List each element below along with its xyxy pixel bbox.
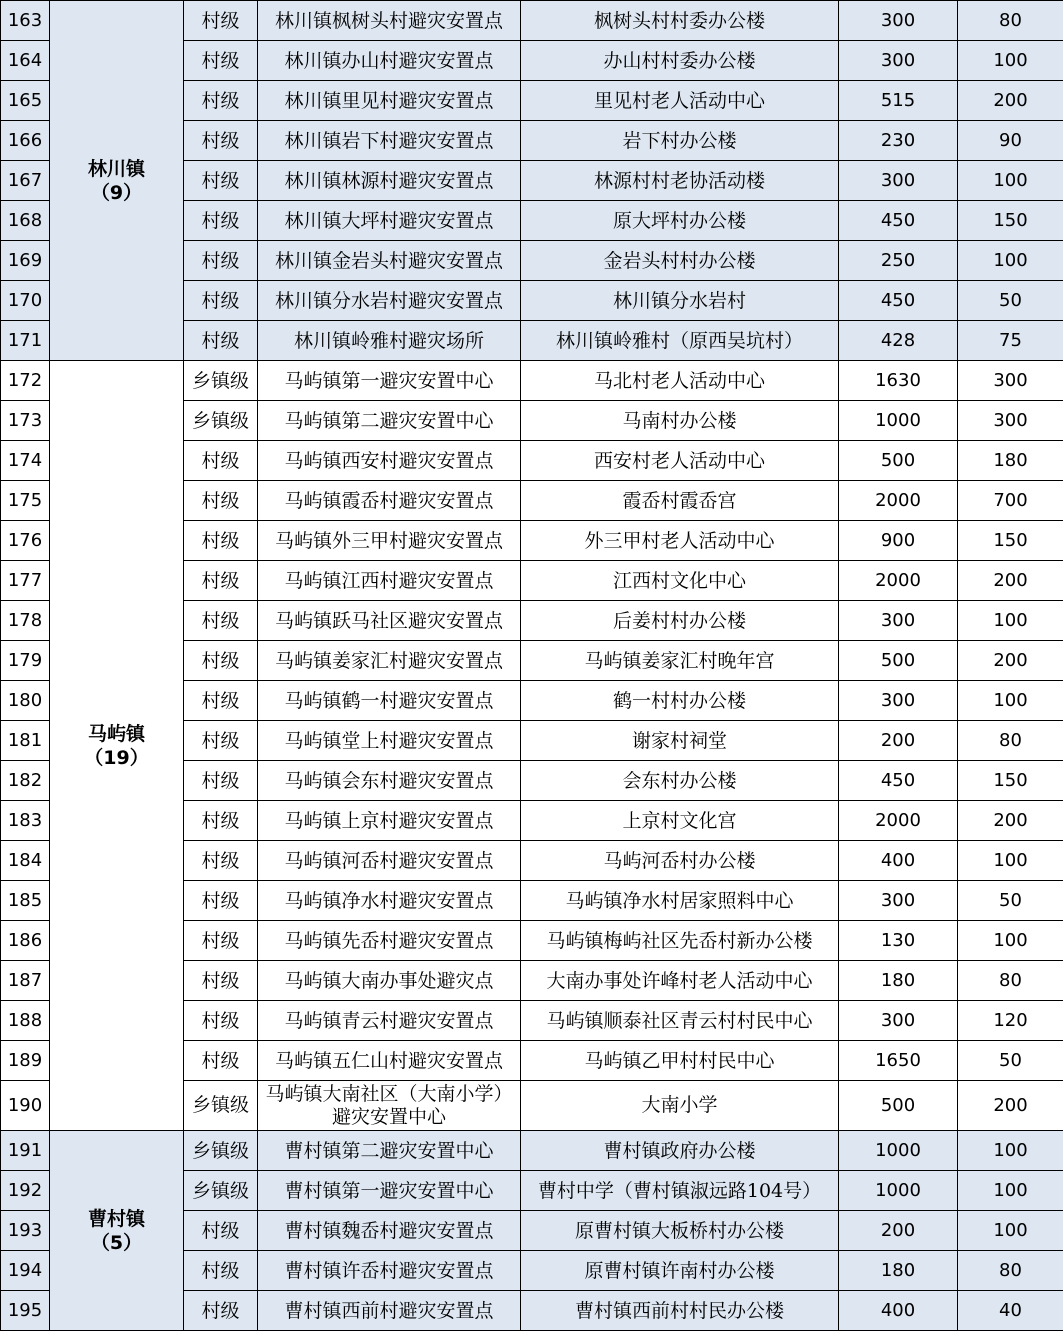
capacity-cell: 100 bbox=[958, 681, 1063, 721]
row-number-cell: 168 bbox=[1, 201, 50, 241]
row-number-cell: 186 bbox=[1, 921, 50, 961]
location-cell: 西安村老人活动中心 bbox=[521, 441, 839, 481]
location-cell: 江西村文化中心 bbox=[521, 561, 839, 601]
table-row bbox=[1, 361, 1063, 401]
capacity-cell: 200 bbox=[958, 641, 1063, 681]
level-cell: 村级 bbox=[184, 681, 258, 721]
capacity-cell: 40 bbox=[958, 1291, 1063, 1331]
row-number-cell: 176 bbox=[1, 521, 50, 561]
table-row bbox=[1, 1, 1063, 41]
row-number-cell: 164 bbox=[1, 41, 50, 81]
shelter-name-cell: 马屿镇河岙村避灾安置点 bbox=[258, 841, 521, 881]
town-cell bbox=[50, 1, 184, 361]
row-number-cell: 178 bbox=[1, 601, 50, 641]
shelter-name-cell: 林川镇岭雅村避灾场所 bbox=[258, 321, 521, 361]
level-cell: 村级 bbox=[184, 721, 258, 761]
row-number-cell: 172 bbox=[1, 361, 50, 401]
capacity-cell: 90 bbox=[958, 121, 1063, 161]
location-cell: 马屿镇乙甲村村民中心 bbox=[521, 1041, 839, 1081]
area-cell: 1650 bbox=[839, 1041, 958, 1081]
area-cell: 1000 bbox=[839, 401, 958, 441]
capacity-cell: 200 bbox=[958, 81, 1063, 121]
area-cell: 428 bbox=[839, 321, 958, 361]
area-cell: 250 bbox=[839, 241, 958, 281]
row-number-cell: 169 bbox=[1, 241, 50, 281]
area-cell: 515 bbox=[839, 81, 958, 121]
area-cell: 2000 bbox=[839, 561, 958, 601]
level-cell: 村级 bbox=[184, 921, 258, 961]
row-number-cell: 181 bbox=[1, 721, 50, 761]
town-count: （5） bbox=[90, 1231, 143, 1254]
row-number-cell: 188 bbox=[1, 1001, 50, 1041]
row-number-cell: 183 bbox=[1, 801, 50, 841]
capacity-cell: 200 bbox=[958, 801, 1063, 841]
shelter-name-cell: 马屿镇西安村避灾安置点 bbox=[258, 441, 521, 481]
shelter-name-cell: 马屿镇先岙村避灾安置点 bbox=[258, 921, 521, 961]
location-cell: 马屿镇净水村居家照料中心 bbox=[521, 881, 839, 921]
location-cell: 会东村办公楼 bbox=[521, 761, 839, 801]
area-cell: 450 bbox=[839, 281, 958, 321]
area-cell: 300 bbox=[839, 681, 958, 721]
row-number-cell: 180 bbox=[1, 681, 50, 721]
level-cell: 乡镇级 bbox=[184, 401, 258, 441]
capacity-cell: 100 bbox=[958, 241, 1063, 281]
town-cell bbox=[50, 361, 184, 1131]
location-cell: 鹤一村村办公楼 bbox=[521, 681, 839, 721]
level-cell: 村级 bbox=[184, 481, 258, 521]
level-cell: 村级 bbox=[184, 641, 258, 681]
level-cell: 村级 bbox=[184, 1211, 258, 1251]
town-name: 马屿镇 bbox=[87, 722, 145, 745]
row-number-cell: 185 bbox=[1, 881, 50, 921]
shelter-name-cell: 马屿镇跃马社区避灾安置点 bbox=[258, 601, 521, 641]
area-cell: 500 bbox=[839, 641, 958, 681]
level-cell: 村级 bbox=[184, 881, 258, 921]
area-cell: 1000 bbox=[839, 1171, 958, 1211]
capacity-cell: 80 bbox=[958, 1251, 1063, 1291]
capacity-cell: 150 bbox=[958, 521, 1063, 561]
level-cell: 村级 bbox=[184, 1291, 258, 1331]
location-cell: 曹村镇政府办公楼 bbox=[521, 1131, 839, 1171]
location-cell: 曹村中学（曹村镇淑远路104号） bbox=[521, 1171, 839, 1211]
location-cell: 林源村村老协活动楼 bbox=[521, 161, 839, 201]
level-cell: 村级 bbox=[184, 241, 258, 281]
shelter-name-cell: 马屿镇外三甲村避灾安置点 bbox=[258, 521, 521, 561]
location-cell: 马屿镇顺泰社区青云村村民中心 bbox=[521, 1001, 839, 1041]
shelter-name-cell: 曹村镇第二避灾安置中心 bbox=[258, 1131, 521, 1171]
capacity-cell: 75 bbox=[958, 321, 1063, 361]
shelter-name-cell: 马屿镇鹤一村避灾安置点 bbox=[258, 681, 521, 721]
shelter-name-cell: 林川镇岩下村避灾安置点 bbox=[258, 121, 521, 161]
location-cell: 马屿镇姜家汇村晚年宫 bbox=[521, 641, 839, 681]
level-cell: 乡镇级 bbox=[184, 1171, 258, 1211]
location-cell: 林川镇分水岩村 bbox=[521, 281, 839, 321]
town-name: 曹村镇 bbox=[87, 1207, 145, 1230]
area-cell: 230 bbox=[839, 121, 958, 161]
town-name: 林川镇 bbox=[87, 157, 145, 180]
capacity-cell: 100 bbox=[958, 1211, 1063, 1251]
table-row bbox=[1, 1131, 1063, 1171]
shelter-name-cell: 林川镇里见村避灾安置点 bbox=[258, 81, 521, 121]
shelter-name-cell: 马屿镇第二避灾安置中心 bbox=[258, 401, 521, 441]
row-number-cell: 170 bbox=[1, 281, 50, 321]
row-number-cell: 177 bbox=[1, 561, 50, 601]
area-cell: 300 bbox=[839, 41, 958, 81]
area-cell: 300 bbox=[839, 1001, 958, 1041]
shelter-name-cell: 林川镇林源村避灾安置点 bbox=[258, 161, 521, 201]
location-cell: 马北村老人活动中心 bbox=[521, 361, 839, 401]
capacity-cell: 100 bbox=[958, 841, 1063, 881]
capacity-cell: 50 bbox=[958, 281, 1063, 321]
location-cell: 曹村镇西前村村民办公楼 bbox=[521, 1291, 839, 1331]
town-cell bbox=[50, 1131, 184, 1331]
capacity-cell: 100 bbox=[958, 921, 1063, 961]
shelter-name-cell: 马屿镇堂上村避灾安置点 bbox=[258, 721, 521, 761]
area-cell: 200 bbox=[839, 1211, 958, 1251]
area-cell: 400 bbox=[839, 841, 958, 881]
location-cell: 枫树头村村委办公楼 bbox=[521, 1, 839, 41]
capacity-cell: 100 bbox=[958, 41, 1063, 81]
row-number-cell: 182 bbox=[1, 761, 50, 801]
level-cell: 乡镇级 bbox=[184, 1131, 258, 1171]
location-cell: 林川镇岭雅村（原西吴坑村） bbox=[521, 321, 839, 361]
location-cell: 大南小学 bbox=[521, 1081, 839, 1131]
shelter-name-cell: 曹村镇魏岙村避灾安置点 bbox=[258, 1211, 521, 1251]
level-cell: 村级 bbox=[184, 201, 258, 241]
capacity-cell: 100 bbox=[958, 601, 1063, 641]
location-cell: 金岩头村村办公楼 bbox=[521, 241, 839, 281]
area-cell: 300 bbox=[839, 601, 958, 641]
row-number-cell: 187 bbox=[1, 961, 50, 1001]
capacity-cell: 100 bbox=[958, 1171, 1063, 1211]
area-cell: 500 bbox=[839, 1081, 958, 1131]
level-cell: 村级 bbox=[184, 1251, 258, 1291]
row-number-cell: 165 bbox=[1, 81, 50, 121]
area-cell: 2000 bbox=[839, 801, 958, 841]
capacity-cell: 300 bbox=[958, 401, 1063, 441]
location-cell: 办山村村委办公楼 bbox=[521, 41, 839, 81]
row-number-cell: 191 bbox=[1, 1131, 50, 1171]
level-cell: 村级 bbox=[184, 601, 258, 641]
town-count: （19） bbox=[84, 746, 149, 769]
shelter-name-cell: 马屿镇会东村避灾安置点 bbox=[258, 761, 521, 801]
level-cell: 村级 bbox=[184, 1041, 258, 1081]
row-number-cell: 174 bbox=[1, 441, 50, 481]
shelter-name-cell: 林川镇金岩头村避灾安置点 bbox=[258, 241, 521, 281]
shelter-name-cell: 马屿镇上京村避灾安置点 bbox=[258, 801, 521, 841]
row-number-cell: 163 bbox=[1, 1, 50, 41]
location-cell: 原曹村镇大板桥村办公楼 bbox=[521, 1211, 839, 1251]
level-cell: 村级 bbox=[184, 281, 258, 321]
capacity-cell: 300 bbox=[958, 361, 1063, 401]
level-cell: 村级 bbox=[184, 801, 258, 841]
row-number-cell: 171 bbox=[1, 321, 50, 361]
area-cell: 1000 bbox=[839, 1131, 958, 1171]
capacity-cell: 50 bbox=[958, 881, 1063, 921]
location-cell: 上京村文化宫 bbox=[521, 801, 839, 841]
capacity-cell: 100 bbox=[958, 1131, 1063, 1171]
location-cell: 霞岙村霞岙宫 bbox=[521, 481, 839, 521]
capacity-cell: 150 bbox=[958, 201, 1063, 241]
row-number-cell: 192 bbox=[1, 1171, 50, 1211]
location-cell: 外三甲村老人活动中心 bbox=[521, 521, 839, 561]
capacity-cell: 200 bbox=[958, 561, 1063, 601]
area-cell: 400 bbox=[839, 1291, 958, 1331]
row-number-cell: 190 bbox=[1, 1081, 50, 1131]
location-cell: 岩下村办公楼 bbox=[521, 121, 839, 161]
capacity-cell: 80 bbox=[958, 721, 1063, 761]
capacity-cell: 80 bbox=[958, 961, 1063, 1001]
level-cell: 村级 bbox=[184, 521, 258, 561]
location-cell: 原曹村镇许南村办公楼 bbox=[521, 1251, 839, 1291]
shelter-name-cell: 马屿镇青云村避灾安置点 bbox=[258, 1001, 521, 1041]
capacity-cell: 80 bbox=[958, 1, 1063, 41]
level-cell: 村级 bbox=[184, 1, 258, 41]
shelter-name-cell: 马屿镇大南社区（大南小学）避灾安置中心 bbox=[258, 1081, 521, 1131]
level-cell: 村级 bbox=[184, 841, 258, 881]
shelter-name-cell: 林川镇办山村避灾安置点 bbox=[258, 41, 521, 81]
row-number-cell: 175 bbox=[1, 481, 50, 521]
level-cell: 村级 bbox=[184, 121, 258, 161]
capacity-cell: 150 bbox=[958, 761, 1063, 801]
level-cell: 村级 bbox=[184, 321, 258, 361]
location-cell: 大南办事处许峰村老人活动中心 bbox=[521, 961, 839, 1001]
level-cell: 村级 bbox=[184, 961, 258, 1001]
level-cell: 村级 bbox=[184, 561, 258, 601]
area-cell: 450 bbox=[839, 761, 958, 801]
capacity-cell: 200 bbox=[958, 1081, 1063, 1131]
area-cell: 2000 bbox=[839, 481, 958, 521]
level-cell: 村级 bbox=[184, 41, 258, 81]
location-cell: 马屿河岙村办公楼 bbox=[521, 841, 839, 881]
level-cell: 村级 bbox=[184, 441, 258, 481]
capacity-cell: 180 bbox=[958, 441, 1063, 481]
shelter-name-cell: 马屿镇第一避灾安置中心 bbox=[258, 361, 521, 401]
level-cell: 乡镇级 bbox=[184, 361, 258, 401]
shelter-name-cell: 林川镇分水岩村避灾安置点 bbox=[258, 281, 521, 321]
location-cell: 原大坪村办公楼 bbox=[521, 201, 839, 241]
shelter-name-cell: 马屿镇净水村避灾安置点 bbox=[258, 881, 521, 921]
capacity-cell: 100 bbox=[958, 161, 1063, 201]
level-cell: 村级 bbox=[184, 81, 258, 121]
shelter-name-cell: 曹村镇西前村避灾安置点 bbox=[258, 1291, 521, 1331]
area-cell: 450 bbox=[839, 201, 958, 241]
shelter-name-cell: 马屿镇姜家汇村避灾安置点 bbox=[258, 641, 521, 681]
location-cell: 里见村老人活动中心 bbox=[521, 81, 839, 121]
area-cell: 500 bbox=[839, 441, 958, 481]
area-cell: 130 bbox=[839, 921, 958, 961]
shelter-name-cell: 曹村镇第一避灾安置中心 bbox=[258, 1171, 521, 1211]
area-cell: 180 bbox=[839, 1251, 958, 1291]
shelter-name-cell: 林川镇大坪村避灾安置点 bbox=[258, 201, 521, 241]
area-cell: 200 bbox=[839, 721, 958, 761]
area-cell: 900 bbox=[839, 521, 958, 561]
location-cell: 谢家村祠堂 bbox=[521, 721, 839, 761]
location-cell: 马屿镇梅屿社区先岙村新办公楼 bbox=[521, 921, 839, 961]
row-number-cell: 179 bbox=[1, 641, 50, 681]
area-cell: 300 bbox=[839, 881, 958, 921]
row-number-cell: 194 bbox=[1, 1251, 50, 1291]
area-cell: 1630 bbox=[839, 361, 958, 401]
shelter-name-cell: 马屿镇江西村避灾安置点 bbox=[258, 561, 521, 601]
area-cell: 300 bbox=[839, 161, 958, 201]
capacity-cell: 700 bbox=[958, 481, 1063, 521]
shelter-name-cell: 曹村镇许岙村避灾安置点 bbox=[258, 1251, 521, 1291]
row-number-cell: 166 bbox=[1, 121, 50, 161]
location-cell: 马南村办公楼 bbox=[521, 401, 839, 441]
shelter-name-cell: 马屿镇五仁山村避灾安置点 bbox=[258, 1041, 521, 1081]
area-cell: 180 bbox=[839, 961, 958, 1001]
location-cell: 后姜村村办公楼 bbox=[521, 601, 839, 641]
level-cell: 乡镇级 bbox=[184, 1081, 258, 1131]
shelter-name-cell: 林川镇枫树头村避灾安置点 bbox=[258, 1, 521, 41]
town-count: （9） bbox=[90, 181, 143, 204]
row-number-cell: 167 bbox=[1, 161, 50, 201]
area-cell: 300 bbox=[839, 1, 958, 41]
table-body bbox=[1, 1, 1063, 1331]
capacity-cell: 120 bbox=[958, 1001, 1063, 1041]
level-cell: 村级 bbox=[184, 1001, 258, 1041]
row-number-cell: 195 bbox=[1, 1291, 50, 1331]
row-number-cell: 189 bbox=[1, 1041, 50, 1081]
row-number-cell: 184 bbox=[1, 841, 50, 881]
row-number-cell: 193 bbox=[1, 1211, 50, 1251]
shelter-name-cell: 马屿镇霞岙村避灾安置点 bbox=[258, 481, 521, 521]
shelter-name-cell: 马屿镇大南办事处避灾点 bbox=[258, 961, 521, 1001]
capacity-cell: 50 bbox=[958, 1041, 1063, 1081]
row-number-cell: 173 bbox=[1, 401, 50, 441]
level-cell: 村级 bbox=[184, 161, 258, 201]
level-cell: 村级 bbox=[184, 761, 258, 801]
